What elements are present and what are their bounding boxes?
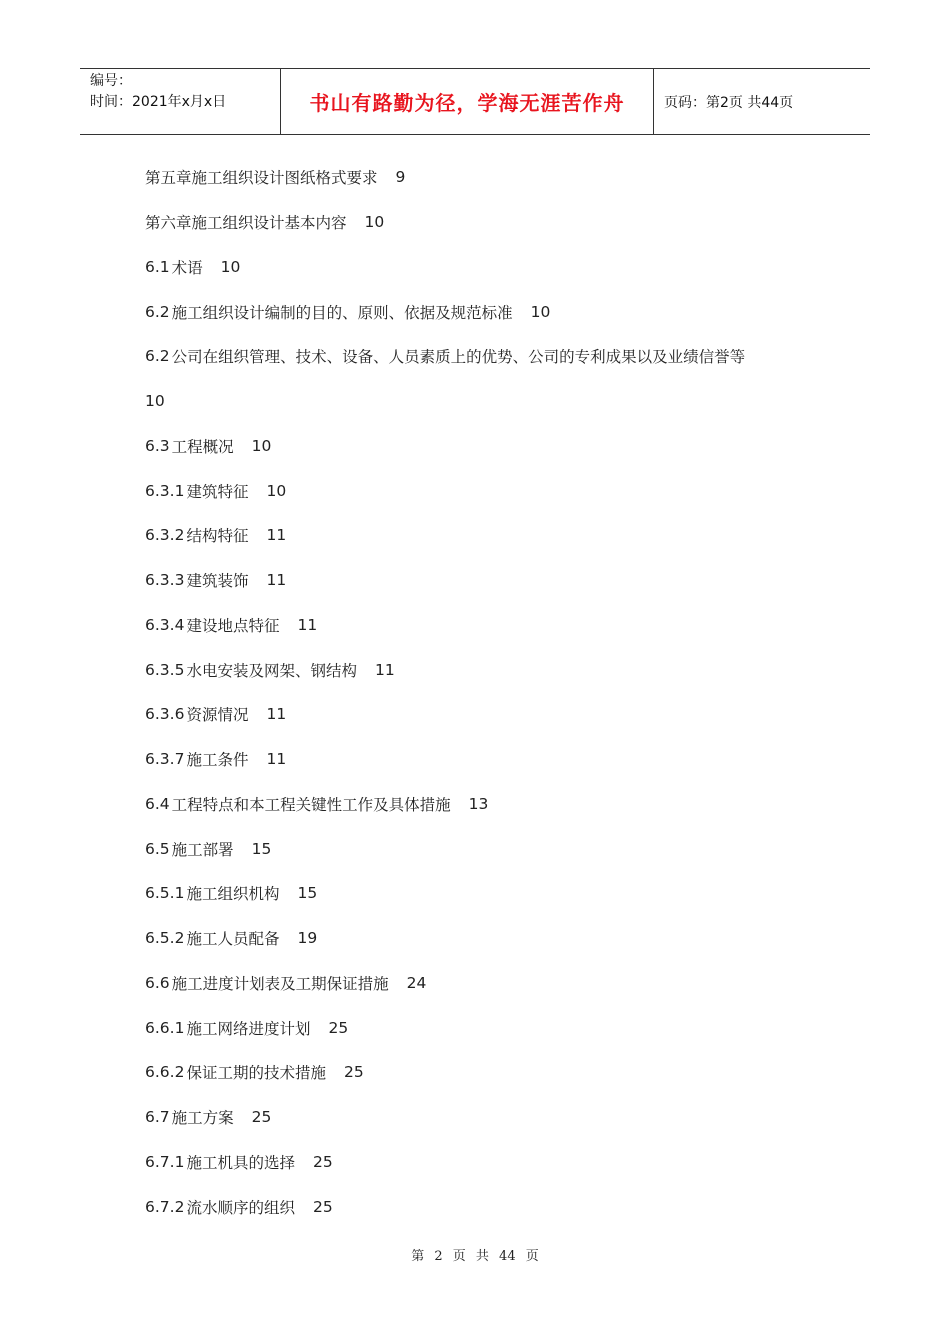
toc-entry[interactable] — [145, 782, 845, 827]
toc-entry-title: 水电安装及网架、钢结构 — [186, 661, 357, 680]
toc-entry-title: 建筑装饰 — [186, 572, 249, 591]
toc-entry-page: 10 — [530, 302, 551, 321]
toc-entry-page: 15 — [251, 839, 272, 858]
toc-entry-number: 6.6 — [145, 973, 170, 992]
toc-entry-title: 施工组织设计编制的目的、原则、依据及规范标准 — [171, 303, 513, 322]
toc-entry-title: 保证工期的技术措施 — [186, 1064, 326, 1083]
toc-entry-page: 10 — [220, 257, 241, 276]
toc-entry-title: 建设地点特征 — [186, 616, 280, 635]
toc-entry[interactable] — [145, 603, 845, 648]
toc-entry-page: 25 — [312, 1197, 333, 1216]
toc-entry-number: 6.7.2 — [145, 1197, 185, 1216]
toc-entry-number: 6.3 — [145, 436, 170, 455]
toc-entry-page: 24 — [406, 973, 427, 992]
toc-entry-title: 流水顺序的组织 — [186, 1198, 295, 1217]
toc-entry[interactable] — [145, 1140, 845, 1185]
toc-entry-number: 6.2 — [145, 347, 170, 366]
toc-entry-number: 6.1 — [145, 257, 170, 276]
toc-entry[interactable] — [145, 1050, 845, 1095]
toc-entry-page: 11 — [266, 526, 287, 545]
toc-entry-title: 施工条件 — [186, 751, 249, 770]
page-footer: 第 2 页 共 44 页 — [411, 1249, 539, 1264]
toc-entry-number: 6.6.1 — [145, 1018, 185, 1037]
toc-entry-title: 建筑特征 — [186, 482, 249, 501]
toc-entry-title: 资源情况 — [186, 706, 249, 725]
toc-entry-title: 第六章施工组织设计基本内容 — [145, 214, 347, 233]
toc-entry[interactable] — [145, 200, 845, 245]
toc-entry-title: 术语 — [171, 258, 203, 277]
toc-entry-page: 19 — [297, 929, 318, 948]
document-header — [80, 68, 870, 135]
header-slogan: 书山有路勤为径，学海无涯苦作舟 — [309, 91, 625, 115]
header-meta-cell — [80, 69, 281, 134]
header-page-cell — [654, 69, 870, 134]
toc-entry[interactable] — [145, 961, 845, 1006]
toc-entry-number: 6.3.4 — [145, 615, 185, 634]
document-date: 时间：2021年x月x日 — [90, 94, 227, 110]
toc-entry[interactable] — [145, 513, 845, 558]
toc-entry-page: 11 — [297, 615, 318, 634]
toc-entry-title: 施工机具的选择 — [186, 1153, 295, 1172]
toc-entry[interactable] — [145, 334, 845, 379]
toc-entry[interactable] — [145, 468, 845, 513]
toc-entry[interactable] — [145, 1005, 845, 1050]
toc-entry-number: 6.3.7 — [145, 750, 185, 769]
toc-entry[interactable] — [145, 245, 845, 290]
toc-entry-number: 6.3.3 — [145, 571, 185, 590]
toc-entry-page: 25 — [343, 1063, 364, 1082]
toc-entry-number: 6.6.2 — [145, 1063, 185, 1082]
toc-entry-number: 6.4 — [145, 794, 170, 813]
toc-entry-title: 施工人员配备 — [186, 930, 280, 949]
toc-entry-number: 6.3.1 — [145, 481, 185, 500]
toc-entry-page: 15 — [297, 884, 318, 903]
toc-entry[interactable] — [145, 647, 845, 692]
toc-entry-page: 25 — [328, 1018, 349, 1037]
toc-entry[interactable] — [145, 424, 845, 469]
toc-entry-title: 公司在组织管理、技术、设备、人员素质上的优势、公司的专利成果以及业绩信誉等 — [171, 348, 746, 367]
toc-entry-title: 结构特征 — [186, 527, 249, 546]
toc-entry[interactable] — [145, 737, 845, 782]
toc-entry[interactable] — [145, 1184, 845, 1229]
toc-entry[interactable] — [145, 379, 845, 424]
toc-entry-number: 6.3.2 — [145, 526, 185, 545]
toc-entry-title: 第五章施工组织设计图纸格式要求 — [145, 169, 378, 188]
toc-entry-number: 6.2 — [145, 302, 170, 321]
toc-entry[interactable] — [145, 155, 845, 200]
toc-entry-page: 25 — [312, 1152, 333, 1171]
toc-entry-title: 工程概况 — [171, 437, 234, 456]
toc-entry-number: 6.3.5 — [145, 660, 185, 679]
toc-entry-title: 工程特点和本工程关键性工作及具体措施 — [171, 795, 451, 814]
toc-entry-page: 11 — [266, 571, 287, 590]
toc-entry-title: 施工进度计划表及工期保证措施 — [171, 974, 389, 993]
header-page-info: 页码：第2页 共44页 — [664, 94, 794, 111]
toc-entry-title: 施工部署 — [171, 840, 234, 859]
toc-entry-page: 10 — [145, 392, 165, 411]
table-of-contents — [145, 155, 845, 1229]
toc-entry[interactable] — [145, 289, 845, 334]
toc-entry-page: 25 — [251, 1108, 272, 1127]
toc-entry-number: 6.5.2 — [145, 929, 185, 948]
toc-entry-page: 11 — [266, 750, 287, 769]
toc-entry-title: 施工组织机构 — [186, 885, 280, 904]
toc-entry-title: 施工方案 — [171, 1109, 234, 1128]
toc-entry-page: 9 — [395, 168, 406, 187]
toc-entry[interactable] — [145, 558, 845, 603]
toc-entry-number: 6.3.6 — [145, 705, 185, 724]
toc-entry-page: 10 — [251, 436, 272, 455]
toc-entry-number: 6.5.1 — [145, 884, 185, 903]
toc-entry-page: 13 — [468, 794, 489, 813]
toc-entry-page: 10 — [266, 481, 287, 500]
toc-entry-number: 6.7 — [145, 1108, 170, 1127]
toc-entry[interactable] — [145, 1095, 845, 1140]
toc-entry-number: 6.5 — [145, 839, 170, 858]
toc-entry[interactable] — [145, 692, 845, 737]
toc-entry[interactable] — [145, 916, 845, 961]
toc-entry-page: 11 — [374, 660, 395, 679]
toc-entry[interactable] — [145, 826, 845, 871]
toc-entry[interactable] — [145, 871, 845, 916]
toc-entry-number: 6.7.1 — [145, 1152, 185, 1171]
document-number-label: 编号： — [90, 73, 132, 89]
toc-entry-page: 10 — [364, 213, 385, 232]
header-slogan-cell — [281, 69, 654, 134]
toc-entry-title: 施工网络进度计划 — [186, 1019, 311, 1038]
toc-entry-page: 11 — [266, 705, 287, 724]
